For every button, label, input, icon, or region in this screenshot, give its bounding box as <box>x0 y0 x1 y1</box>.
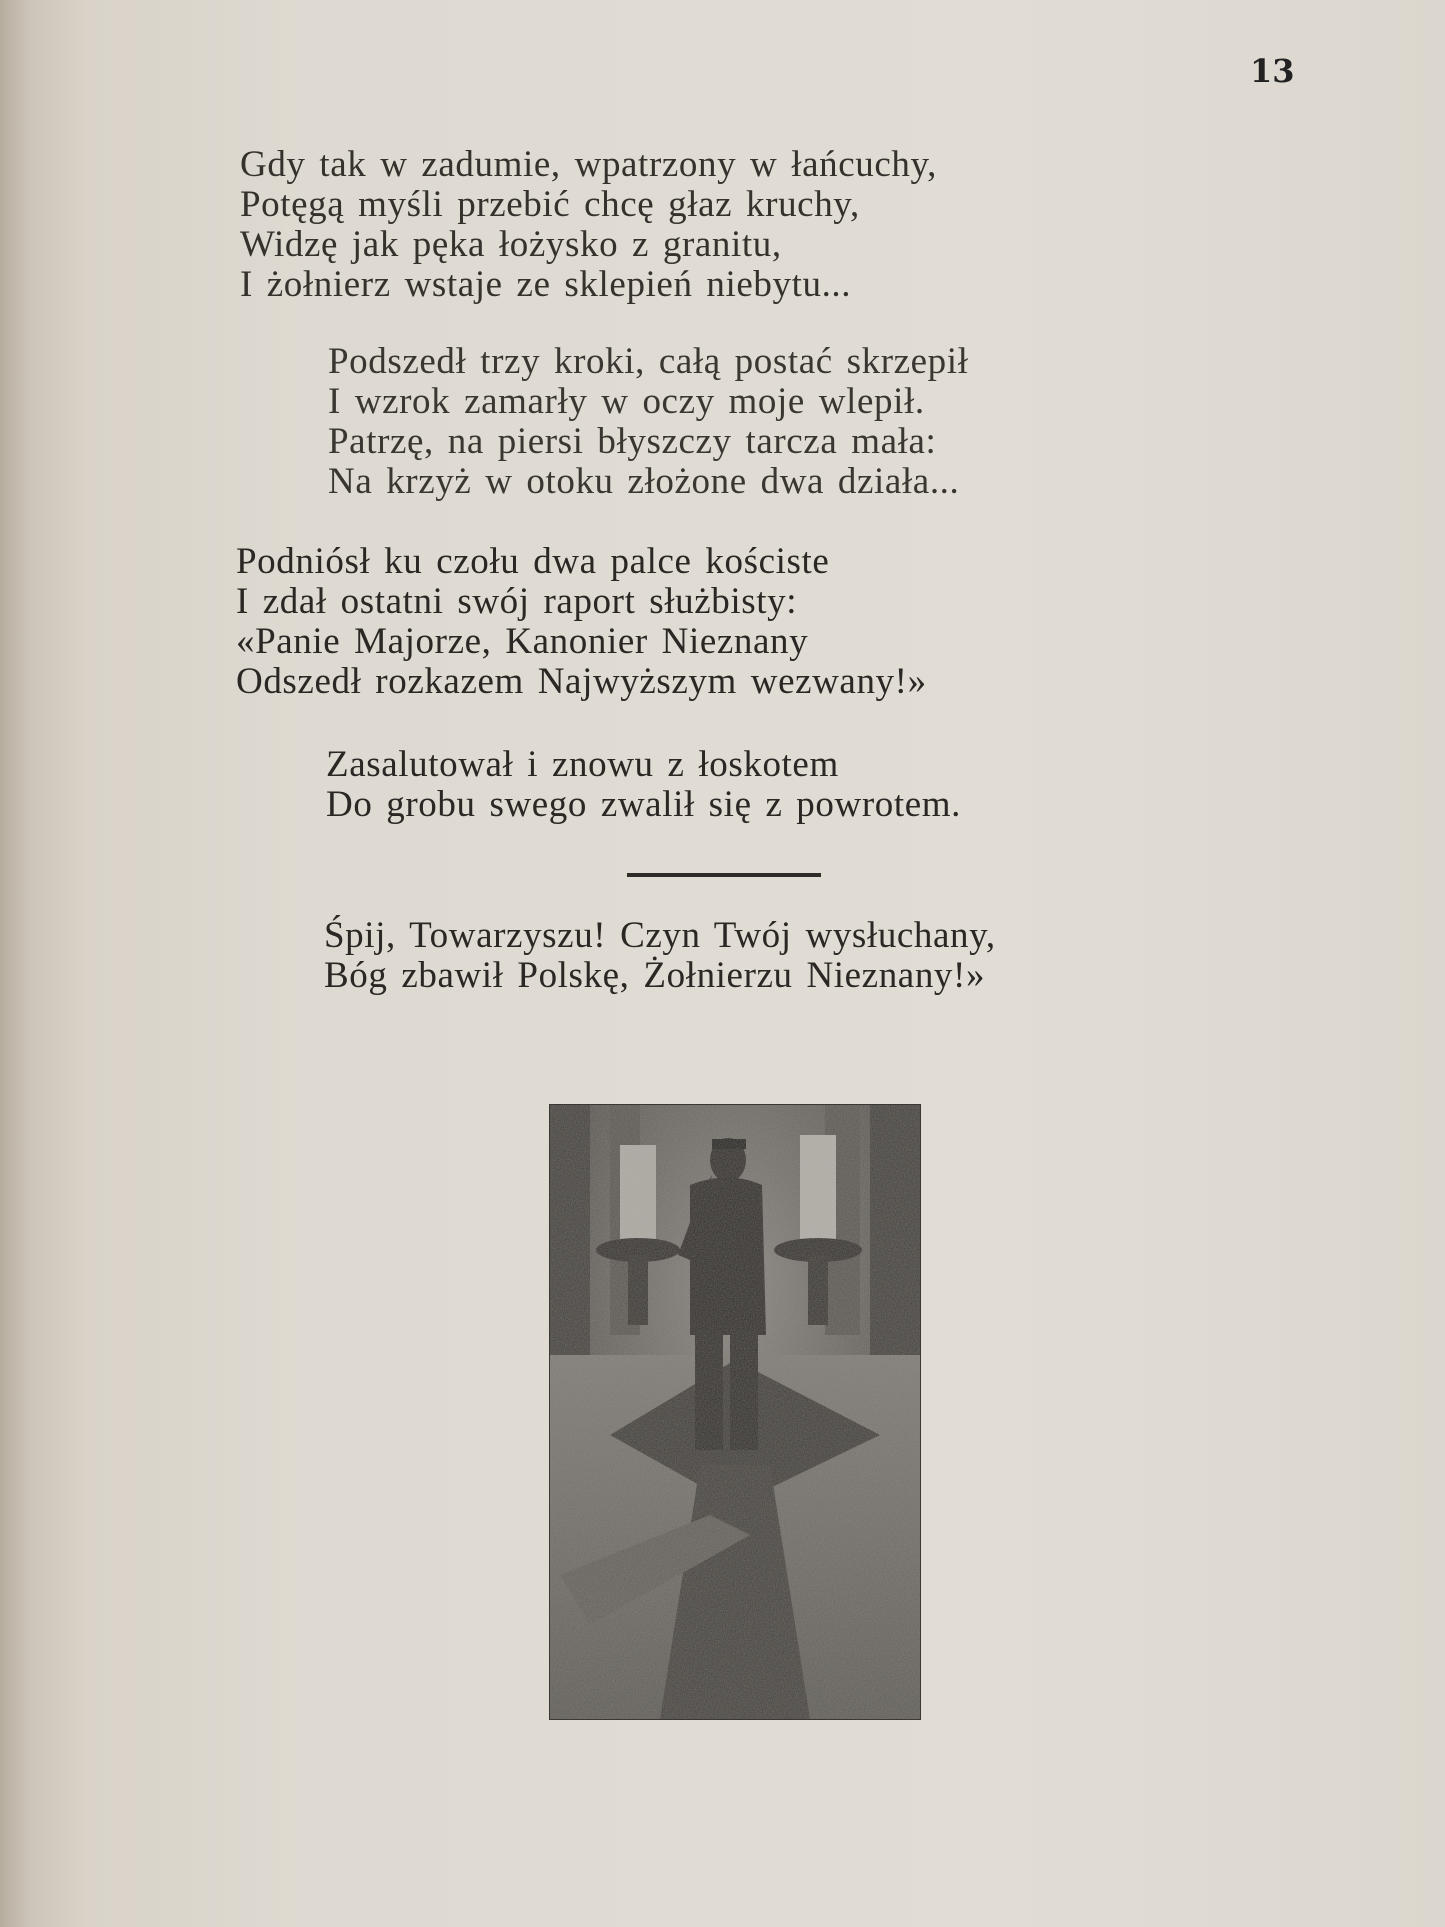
verse-line: I żołnierz wstaje ze sklepień niebytu... <box>240 264 852 305</box>
verse-line: I wzrok zamarły w oczy moje wlepił. <box>328 381 925 422</box>
verse-line: Śpij, Towarzyszu! Czyn Twój wysłuchany, <box>324 915 996 956</box>
stanza-2 <box>328 342 969 502</box>
stanza-5 <box>324 916 996 996</box>
verse-line: «Panie Majorze, Kanonier Nieznany <box>236 621 809 662</box>
verse-line: I zdał ostatni swój raport służbisty: <box>236 581 798 622</box>
verse-line: Zasalutował i znowu z łoskotem <box>326 744 839 785</box>
page-number: 13 <box>1250 52 1295 90</box>
verse-line: Do grobu swego zwalił się z powrotem. <box>326 784 961 825</box>
verse-line: Odszedł rozkazem Najwyższym wezwany!» <box>236 661 927 702</box>
verse-line: Podniósł ku czołu dwa palce kościste <box>236 541 830 582</box>
verse-line: Na krzyż w otoku złożone dwa działa... <box>328 461 960 502</box>
stanza-3 <box>236 542 927 702</box>
verse-line: Bóg zbawił Polskę, Żołnierzu Nieznany!» <box>324 955 986 996</box>
verse-line: Patrzę, na piersi błyszczy tarcza mała: <box>328 421 937 462</box>
stanza-1 <box>240 145 937 305</box>
engraving-illustration <box>549 1104 921 1720</box>
verse-line: Widzę jak pęka łożysko z granitu, <box>240 224 782 265</box>
soldier-engraving-icon <box>550 1105 920 1719</box>
section-divider <box>627 873 821 877</box>
stanza-4 <box>326 745 961 825</box>
verse-line: Gdy tak w zadumie, wpatrzony w łańcuchy, <box>240 144 937 185</box>
verse-line: Podszedł trzy kroki, całą postać skrzepił <box>328 341 969 382</box>
verse-line: Potęgą myśli przebić chcę głaz kruchy, <box>240 184 860 225</box>
